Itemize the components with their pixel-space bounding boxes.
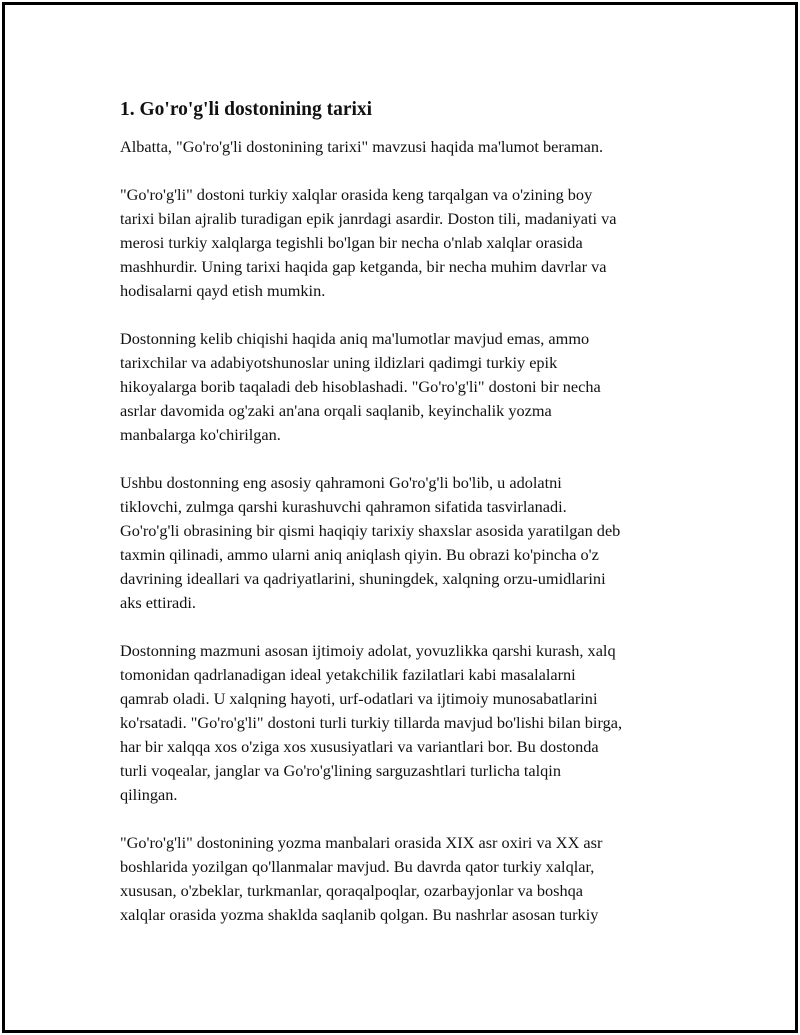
page-frame [2,2,798,1033]
text-line: hodisalarni qayd etish mumkin. [120,281,326,300]
section-heading: 1. Go'ro'g'li dostonining tarixi [120,99,373,120]
paragraph-content [120,639,695,807]
text-line: aks ettiradi. [120,593,196,612]
text-line: "Go'ro'g'li" dostonining yozma manbalari orasida XIX asr oxiri va XX asr [120,833,603,852]
text-line: manbalarga ko'chirilgan. [120,425,281,444]
text-line: ko'rsatadi. "Go'ro'g'li" dostoni turli turkiy tillarda mavjud bo'lishi bilan birga, [120,713,623,732]
text-line: Ushbu dostonning eng asosiy qahramoni Go'ro'g'li bo'lib, u adolatni [120,473,562,492]
paragraph-written-sources [120,831,695,927]
text-line: har bir xalqqa xos o'ziga xos xususiyatlari va variantlari bor. Bu dostonda [120,737,599,756]
text-line: asrlar davomida og'zaki an'ana orqali saqlanib, keyinchalik yozma [120,401,552,420]
text-line: Dostonning mazmuni asosan ijtimoiy adolat, yovuzlikka qarshi kurash, xalq [120,641,616,660]
text-line: taxmin qilinadi, ammo ularni aniq aniqlash qiyin. Bu obrazi ko'pincha o'z [120,545,599,564]
paragraph-intro [120,135,695,159]
paragraph-overview [120,183,695,303]
paragraph-origin [120,327,695,447]
text-line: xalqlar orasida yozma shaklda saqlanib qolgan. Bu nashrlar asosan turkiy [120,905,599,924]
text-line: tomonidan qadrlanadigan ideal yetakchilik fazilatlari kabi masalalarni [120,665,576,684]
text-line: davrining ideallari va qadriyatlarini, shuningdek, xalqning orzu-umidlarini [120,569,606,588]
document-body [120,97,695,951]
text-line: Dostonning kelib chiqishi haqida aniq ma'lumotlar mavjud emas, ammo [120,329,590,348]
text-line: boshlarida yozilgan qo'llanmalar mavjud. Bu davrda qator turkiy xalqlar, [120,857,595,876]
text-line: merosi turkiy xalqlarga tegishli bo'lgan bir necha o'nlab xalqlar orasida [120,233,583,252]
text-line: "Go'ro'g'li" dostoni turkiy xalqlar orasida keng tarqalgan va o'zining boy [120,185,593,204]
text-line: turli voqealar, janglar va Go'ro'g'lining sarguzashtlari turlicha talqin [120,761,561,780]
text-line: tarixchilar va adabiyotshunoslar uning ildizlari qadimgi turkiy epik [120,353,558,372]
text-line: mashhurdir. Uning tarixi haqida gap ketganda, bir necha muhim davrlar va [120,257,607,276]
text-line: Go'ro'g'li obrasining bir qismi haqiqiy tarixiy shaxslar asosida yaratilgan deb [120,521,621,540]
paragraph-hero [120,471,695,615]
text-line: tarixi bilan ajralib turadigan epik janrdagi asardir. Doston tili, madaniyati va [120,209,617,228]
text-line: Albatta, "Go'ro'g'li dostonining tarixi" mavzusi haqida ma'lumot beraman. [120,137,604,156]
text-line: qamrab oladi. U xalqning hayoti, urf-odatlari va ijtimoiy munosabatlarini [120,689,598,708]
text-line: xususan, o'zbeklar, turkmanlar, qoraqalpoqlar, ozarbayjonlar va boshqa [120,881,584,900]
text-line: tiklovchi, zulmga qarshi kurashuvchi qahramon sifatida tasvirlanadi. [120,497,567,516]
text-line: qilingan. [120,785,178,804]
text-line: hikoyalarga borib taqaladi deb hisoblashadi. "Go'ro'g'li" dostoni bir necha [120,377,601,396]
